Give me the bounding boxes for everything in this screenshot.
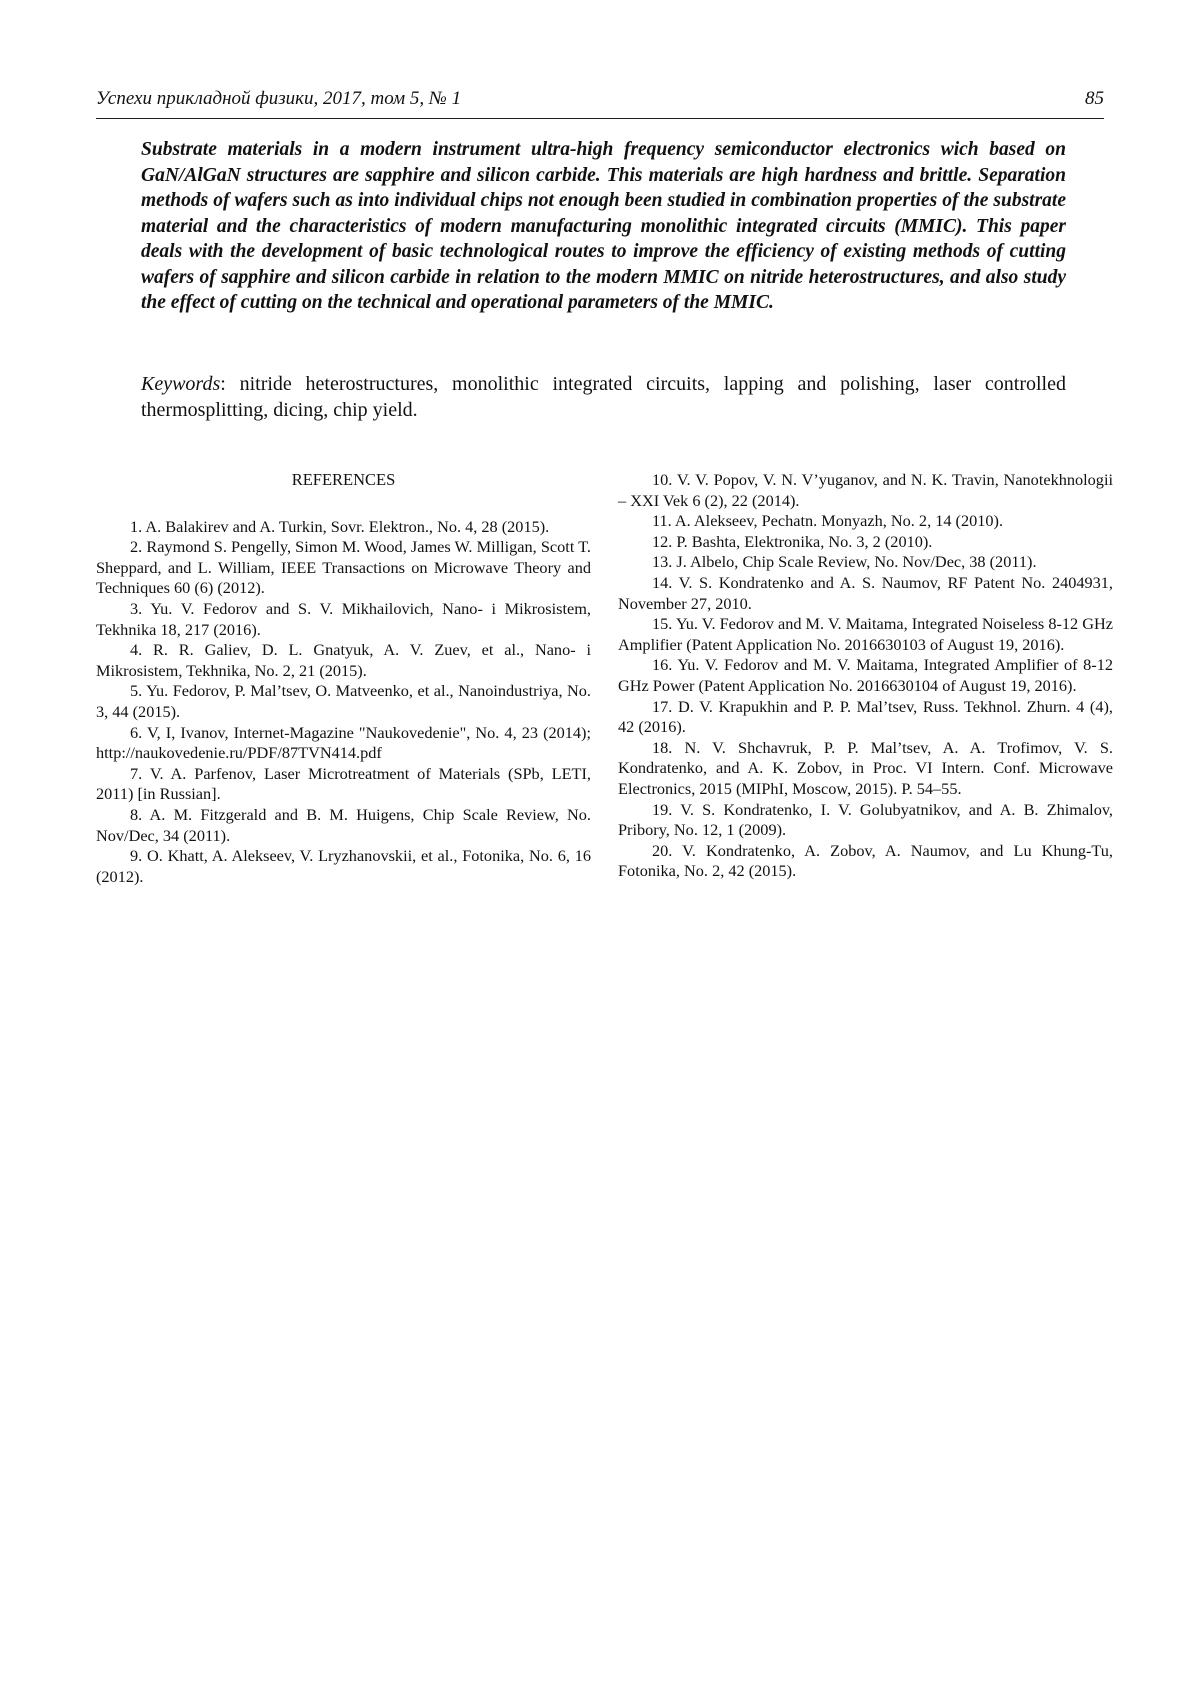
reference-7: 7. V. A. Parfenov, Laser Microtreatment of Materials (SPb, LETI, 2011) [in Russian]. [96, 763, 591, 804]
reference-1: 1. A. Balakirev and A. Turkin, Sovr. Elektron., No. 4, 28 (2015). [130, 516, 550, 536]
reference-6: 6. V, I, Ivanov, Internet-Magazine "Naukovedenie", No. 4, 23 (2014); http://naukovedenie.ru/PDF/87TVN414.pdf [96, 722, 591, 763]
reference-18: 18. N. V. Shchavruk, P. P. Mal’tsev, A. A. Trofimov, V. S. Kondratenko, and A. K. Zobov, in Proc. VI Intern. Conf. Microwave Electronics, 2015 (MIPhI, Moscow, 2015). P. 54–55. [618, 737, 1113, 798]
reference-2: 2. Raymond S. Pengelly, Simon M. Wood, James W. Milligan, Scott T. Sheppard, and L. William, IEEE Transactions on Microwave Theory and Techniques 60 (6) (2012). [96, 537, 591, 598]
reference-20: 20. V. Kondratenko, A. Zobov, A. Naumov, and Lu Khung-Tu, Fotonika, No. 2, 42 (2015). [618, 840, 1113, 881]
reference-14: 14. V. S. Kondratenko and A. S. Naumov, RF Patent No. 2404931, November 27, 2010. [618, 572, 1113, 613]
reference-9: 9. O. Khatt, A. Alekseev, V. Lryzhanovskii, et al., Fotonika, No. 6, 16 (2012). [96, 846, 591, 886]
page-number: 85 [1085, 88, 1104, 109]
reference-4: 4. R. R. Galiev, D. L. Gnatyuk, A. V. Zuev, et al., Nano- i Mikrosistem, Tekhnika, No. 2, 21 (2015). [96, 640, 591, 680]
reference-16: 16. Yu. V. Fedorov and M. V. Maitama, Integrated Amplifier of 8-12 GHz Power (Patent Application No. 2016630104 of August 19, 2016). [618, 655, 1113, 695]
reference-5: 5. Yu. Fedorov, P. Mal’tsev, O. Matveenko, et al., Nanoindustriya, No. 3, 44 (2015). [96, 681, 591, 721]
references-column-right [618, 470, 1113, 882]
running-header [96, 88, 1104, 119]
keywords-text: : nitride heterostructures, monolithic integrated circuits, lapping and polishing, laser controlled thermosplitting, dicing, chip yield. [141, 373, 1066, 421]
reference-8: 8. A. M. Fitzgerald and B. M. Huigens, Chip Scale Review, No. Nov/Dec, 34 (2011). [96, 804, 591, 845]
reference-11: 11. A. Alekseev, Pechatn. Monyazh, No. 2, 14 (2010). [652, 511, 1004, 531]
keywords-label: Keywords [141, 373, 221, 395]
references-column-left [96, 470, 591, 887]
references-heading: REFERENCES [291, 470, 396, 489]
reference-10: 10. V. V. Popov, V. N. V’yuganov, and N. K. Travin, Nanotekhnologii – XXI Vek 6 (2), 22 (2014). [618, 470, 1113, 510]
keywords [141, 371, 1066, 423]
reference-15: 15. Yu. V. Fedorov and M. V. Maitama, Integrated Noiseless 8-12 GHz Amplifier (Patent Application No. 2016630103 of August 19, 2016). [618, 614, 1113, 654]
reference-3: 3. Yu. V. Fedorov and S. V. Mikhailovich, Nano- i Mikrosistem, Tekhnika 18, 217 (2016). [96, 598, 591, 639]
abstract: Substrate materials in a modern instrument ultra-high frequency semiconductor electronics wich based on GaN/AlGaN structures are sapphire and silicon carbide. This materials are high hardness and brittle. Separation methods of wafers such as into individual chips not enough been studied in combination properties of the substrate material and the characteristics of modern manufacturing monolithic integrated circuits (MMIC). This paper deals with the development of basic technological routes to improve the efficiency of existing methods of cutting wafers of sapphire and silicon carbide in relation to the modern MMIC on nitride heterostructures, and also study the effect of cutting on the technical and operational parameters of the MMIC. [141, 139, 1066, 313]
reference-17: 17. D. V. Krapukhin and P. P. Mal’tsev, Russ. Tekhnol. Zhurn. 4 (4), 42 (2016). [618, 696, 1113, 737]
journal-title: Успехи прикладной физики, 2017, том 5, № 1 [96, 88, 462, 109]
reference-19: 19. V. S. Kondratenko, I. V. Golubyatnikov, and A. B. Zhimalov, Pribory, No. 12, 1 (2009). [618, 799, 1113, 840]
reference-12: 12. P. Bashta, Elektronika, No. 3, 2 (2010). [652, 531, 933, 551]
reference-13: 13. J. Albelo, Chip Scale Review, No. Nov/Dec, 38 (2011). [652, 552, 1037, 572]
